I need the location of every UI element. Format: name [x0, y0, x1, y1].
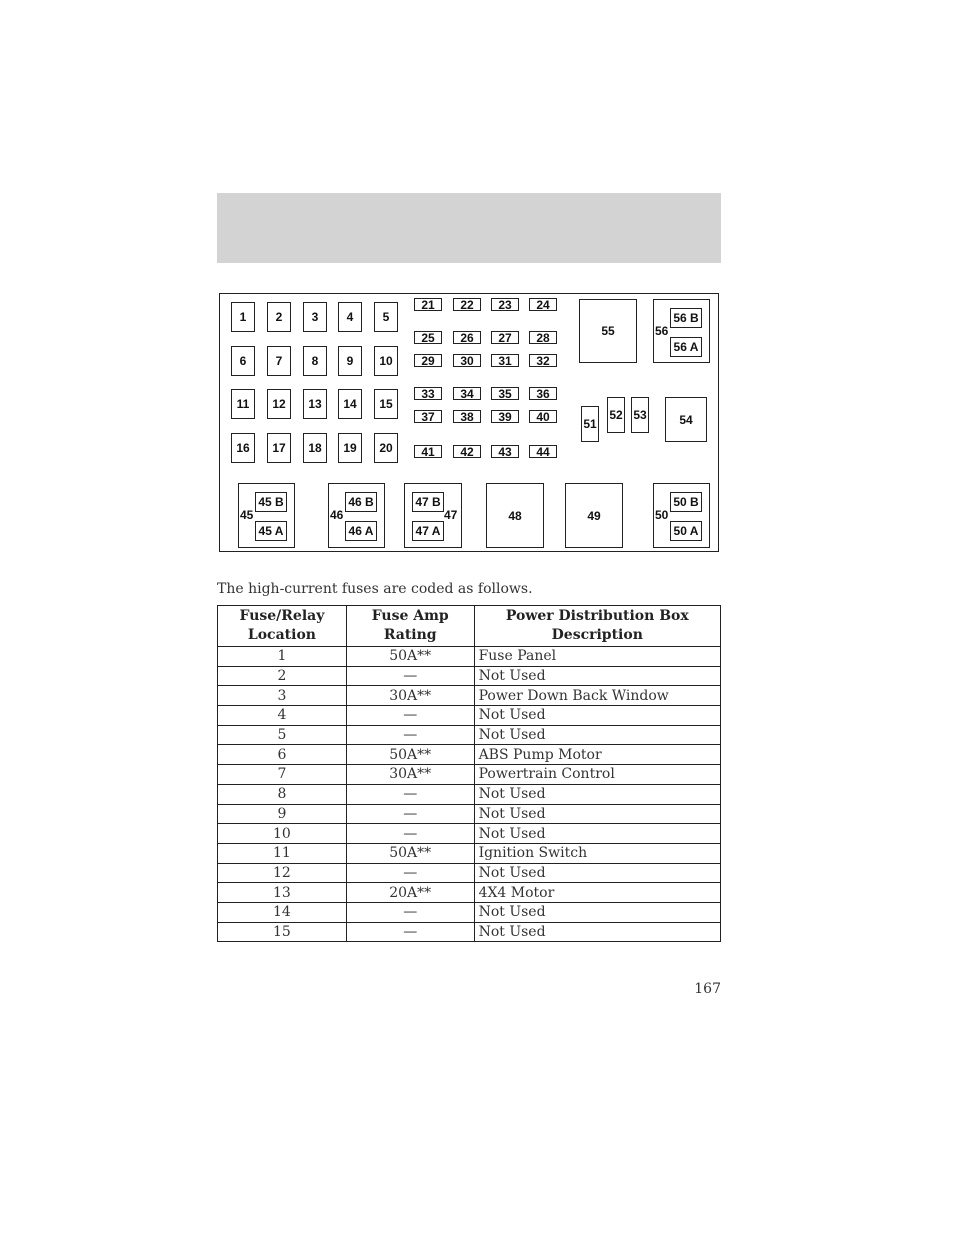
fuse-18 [303, 433, 327, 463]
cell-location: 3 [218, 686, 347, 706]
cell-location: 4 [218, 706, 347, 726]
relay-51-label: 51 [583, 417, 597, 431]
table-row [218, 784, 721, 804]
fuse-41-label: 41 [421, 444, 435, 459]
cell-location: 13 [218, 883, 347, 903]
cell-description: Ignition Switch [474, 843, 720, 863]
fuse-29-label: 29 [421, 353, 435, 368]
fuse-38 [453, 410, 481, 423]
fuse-32-label: 32 [536, 353, 550, 368]
fuse-28-label: 28 [536, 330, 550, 345]
fuse-19 [338, 433, 362, 463]
relay-54-label: 54 [679, 412, 693, 427]
fuse-36 [529, 387, 557, 400]
relay-53 [631, 397, 649, 433]
fuse-33 [414, 387, 442, 400]
table-row [218, 765, 721, 785]
header-description-line2: Description [551, 627, 643, 643]
fuse-12 [267, 389, 291, 419]
cell-description: Not Used [474, 666, 720, 686]
relay-51 [581, 406, 599, 442]
cell-description: Fuse Panel [474, 647, 720, 667]
fuse-42-label: 42 [460, 444, 474, 459]
relay-48-label: 48 [508, 508, 522, 523]
table-row [218, 824, 721, 844]
fuse-39-label: 39 [498, 409, 512, 424]
cell-rating: — [346, 804, 474, 824]
relay-47-label: 47 [444, 508, 458, 522]
table-row [218, 686, 721, 706]
fuse-44-label: 44 [536, 444, 550, 459]
cell-location: 7 [218, 765, 347, 785]
header-rating-line1: Fuse Amp [371, 608, 449, 624]
cell-location: 14 [218, 902, 347, 922]
fuse-20-label: 20 [379, 441, 393, 455]
cell-rating: — [346, 922, 474, 942]
fuse-34-label: 34 [460, 386, 474, 401]
fuse-2-label: 2 [275, 310, 283, 324]
table-row [218, 902, 721, 922]
fuse-15-label: 15 [379, 397, 393, 411]
header-rating [346, 606, 474, 647]
relay-55 [579, 299, 637, 363]
cell-rating: 50A** [346, 647, 474, 667]
fuse-3-label: 3 [311, 310, 319, 324]
relay-47a-label: 47 A [415, 524, 441, 538]
fuse-9 [338, 346, 362, 376]
relay-47a [412, 521, 444, 541]
fuse-35 [491, 387, 519, 400]
cell-location: 15 [218, 922, 347, 942]
fuse-40 [529, 410, 557, 423]
fuse-8-label: 8 [311, 354, 319, 368]
cell-description: Not Used [474, 922, 720, 942]
relay-50-label: 50 [655, 508, 669, 522]
header-band [217, 193, 721, 263]
fuse-42 [453, 445, 481, 458]
cell-rating: 50A** [346, 843, 474, 863]
relay-49 [565, 483, 623, 548]
cell-rating: — [346, 706, 474, 726]
cell-location: 8 [218, 784, 347, 804]
fuse-23 [491, 298, 519, 311]
fuse-13-label: 13 [308, 397, 322, 411]
cell-location: 9 [218, 804, 347, 824]
fuse-21 [414, 298, 442, 311]
table-row [218, 647, 721, 667]
fuse-39 [491, 410, 519, 423]
cell-description: Not Used [474, 824, 720, 844]
cell-rating: 30A** [346, 765, 474, 785]
fuse-31-label: 31 [498, 353, 512, 368]
cell-location: 12 [218, 863, 347, 883]
relay-52-label: 52 [609, 408, 623, 422]
fuse-3 [303, 302, 327, 332]
fuse-31 [491, 354, 519, 367]
cell-location: 6 [218, 745, 347, 765]
cell-description: Not Used [474, 902, 720, 922]
relay-46b-label: 46 B [348, 495, 374, 509]
fuse-6 [231, 346, 255, 376]
header-location [218, 606, 347, 647]
fuse-18-label: 18 [308, 441, 322, 455]
table-row [218, 706, 721, 726]
relay-50a [670, 521, 702, 541]
fuse-29 [414, 354, 442, 367]
fuse-43-label: 43 [498, 444, 512, 459]
relay-52 [607, 397, 625, 433]
fuse-36-label: 36 [536, 386, 550, 401]
cell-rating: 50A** [346, 745, 474, 765]
cell-description: Not Used [474, 725, 720, 745]
relay-45a-label: 45 A [258, 524, 284, 538]
header-location-line1: Fuse/Relay [239, 608, 325, 624]
relay-45b [255, 492, 287, 512]
header-location-line2: Location [247, 627, 316, 643]
fuse-22 [453, 298, 481, 311]
header-description-line1: Power Distribution Box [505, 608, 689, 624]
fuse-24-label: 24 [536, 297, 550, 312]
cell-description: Not Used [474, 804, 720, 824]
fuse-20 [374, 433, 398, 463]
header-rating-line2: Rating [383, 627, 437, 643]
table-header-row [218, 606, 721, 647]
header-description [474, 606, 720, 647]
cell-rating: 30A** [346, 686, 474, 706]
fuse-33-label: 33 [421, 386, 435, 401]
cell-description: ABS Pump Motor [474, 745, 720, 765]
table-row [218, 843, 721, 863]
fuse-41 [414, 445, 442, 458]
fuse-5 [374, 302, 398, 332]
cell-description: Powertrain Control [474, 765, 720, 785]
fuse-23-label: 23 [498, 297, 512, 312]
relay-55-label: 55 [601, 324, 615, 338]
table-row [218, 745, 721, 765]
page-number: 167 [694, 981, 721, 997]
fuse-26 [453, 331, 481, 344]
cell-description: 4X4 Motor [474, 883, 720, 903]
relay-48 [486, 483, 544, 548]
table-row [218, 863, 721, 883]
fuse-38-label: 38 [460, 409, 474, 424]
cell-description: Not Used [474, 863, 720, 883]
relay-56a-label: 56 A [673, 340, 699, 354]
fuse-17-label: 17 [272, 441, 286, 455]
table-row [218, 804, 721, 824]
fuse-17 [267, 433, 291, 463]
fuse-8 [303, 346, 327, 376]
relay-46-label: 46 [330, 508, 344, 522]
fuse-35-label: 35 [498, 386, 512, 401]
relay-45a [255, 521, 287, 541]
cell-location: 11 [218, 843, 347, 863]
fuse-19-label: 19 [343, 441, 357, 455]
fuse-37 [414, 410, 442, 423]
fuse-40-label: 40 [536, 409, 550, 424]
fuse-11-label: 11 [236, 397, 250, 411]
fuse-5-label: 5 [382, 310, 390, 324]
fuse-16 [231, 433, 255, 463]
fuse-37-label: 37 [421, 409, 435, 424]
table-row [218, 666, 721, 686]
relay-53-label: 53 [633, 408, 647, 422]
fuse-43 [491, 445, 519, 458]
fuse-44 [529, 445, 557, 458]
fuse-table [217, 605, 721, 942]
relay-56a [670, 337, 702, 357]
fuse-30 [453, 354, 481, 367]
fuse-1 [231, 302, 255, 332]
relay-46a [345, 521, 377, 541]
cell-rating: — [346, 824, 474, 844]
relay-54 [665, 397, 707, 442]
fuse-26-label: 26 [460, 330, 474, 345]
relay-56b-label: 56 B [673, 311, 699, 325]
cell-rating: — [346, 784, 474, 804]
relay-47b [412, 492, 444, 512]
fuse-30-label: 30 [460, 353, 474, 368]
power-distribution-box-diagram [219, 293, 719, 552]
fuse-table-body [218, 647, 721, 942]
relay-45-label: 45 [240, 508, 254, 522]
fuse-34 [453, 387, 481, 400]
cell-rating: — [346, 666, 474, 686]
fuse-14-label: 14 [343, 397, 357, 411]
fuse-9-label: 9 [346, 354, 354, 368]
relay-50b [670, 492, 702, 512]
relay-46a-label: 46 A [348, 524, 374, 538]
fuse-32 [529, 354, 557, 367]
fuse-10-label: 10 [379, 354, 393, 368]
fuse-27 [491, 331, 519, 344]
relay-47b-label: 47 B [415, 495, 441, 509]
fuse-21-label: 21 [421, 297, 435, 312]
fuse-11 [231, 389, 255, 419]
fuse-15 [374, 389, 398, 419]
cell-rating: 20A** [346, 883, 474, 903]
relay-50b-label: 50 B [673, 495, 699, 509]
fuse-6-label: 6 [239, 354, 247, 368]
fuse-28 [529, 331, 557, 344]
fuse-12-label: 12 [272, 397, 286, 411]
relay-45b-label: 45 B [258, 495, 284, 509]
relay-56-label: 56 [655, 324, 669, 338]
fuse-27-label: 27 [498, 330, 512, 345]
table-row [218, 922, 721, 942]
relay-56b [670, 308, 702, 328]
fuse-10 [374, 346, 398, 376]
cell-description: Power Down Back Window [474, 686, 720, 706]
fuse-22-label: 22 [460, 297, 474, 312]
intro-text: The high-current fuses are coded as follows. [217, 581, 533, 597]
fuse-25-label: 25 [421, 330, 435, 345]
fuse-4-label: 4 [346, 310, 354, 324]
cell-location: 5 [218, 725, 347, 745]
cell-description: Not Used [474, 706, 720, 726]
fuse-13 [303, 389, 327, 419]
cell-rating: — [346, 863, 474, 883]
fuse-7 [267, 346, 291, 376]
relay-49-label: 49 [587, 508, 601, 523]
cell-location: 2 [218, 666, 347, 686]
cell-rating: — [346, 725, 474, 745]
table-row [218, 883, 721, 903]
cell-rating: — [346, 902, 474, 922]
fuse-4 [338, 302, 362, 332]
fuse-25 [414, 331, 442, 344]
fuse-14 [338, 389, 362, 419]
cell-description: Not Used [474, 784, 720, 804]
relay-50a-label: 50 A [673, 524, 699, 538]
fuse-16-label: 16 [236, 441, 250, 455]
fuse-2 [267, 302, 291, 332]
table-row [218, 725, 721, 745]
fuse-24 [529, 298, 557, 311]
relay-46b [345, 492, 377, 512]
fuse-7-label: 7 [275, 354, 283, 368]
fuse-1-label: 1 [239, 310, 247, 324]
cell-location: 1 [218, 647, 347, 667]
cell-location: 10 [218, 824, 347, 844]
